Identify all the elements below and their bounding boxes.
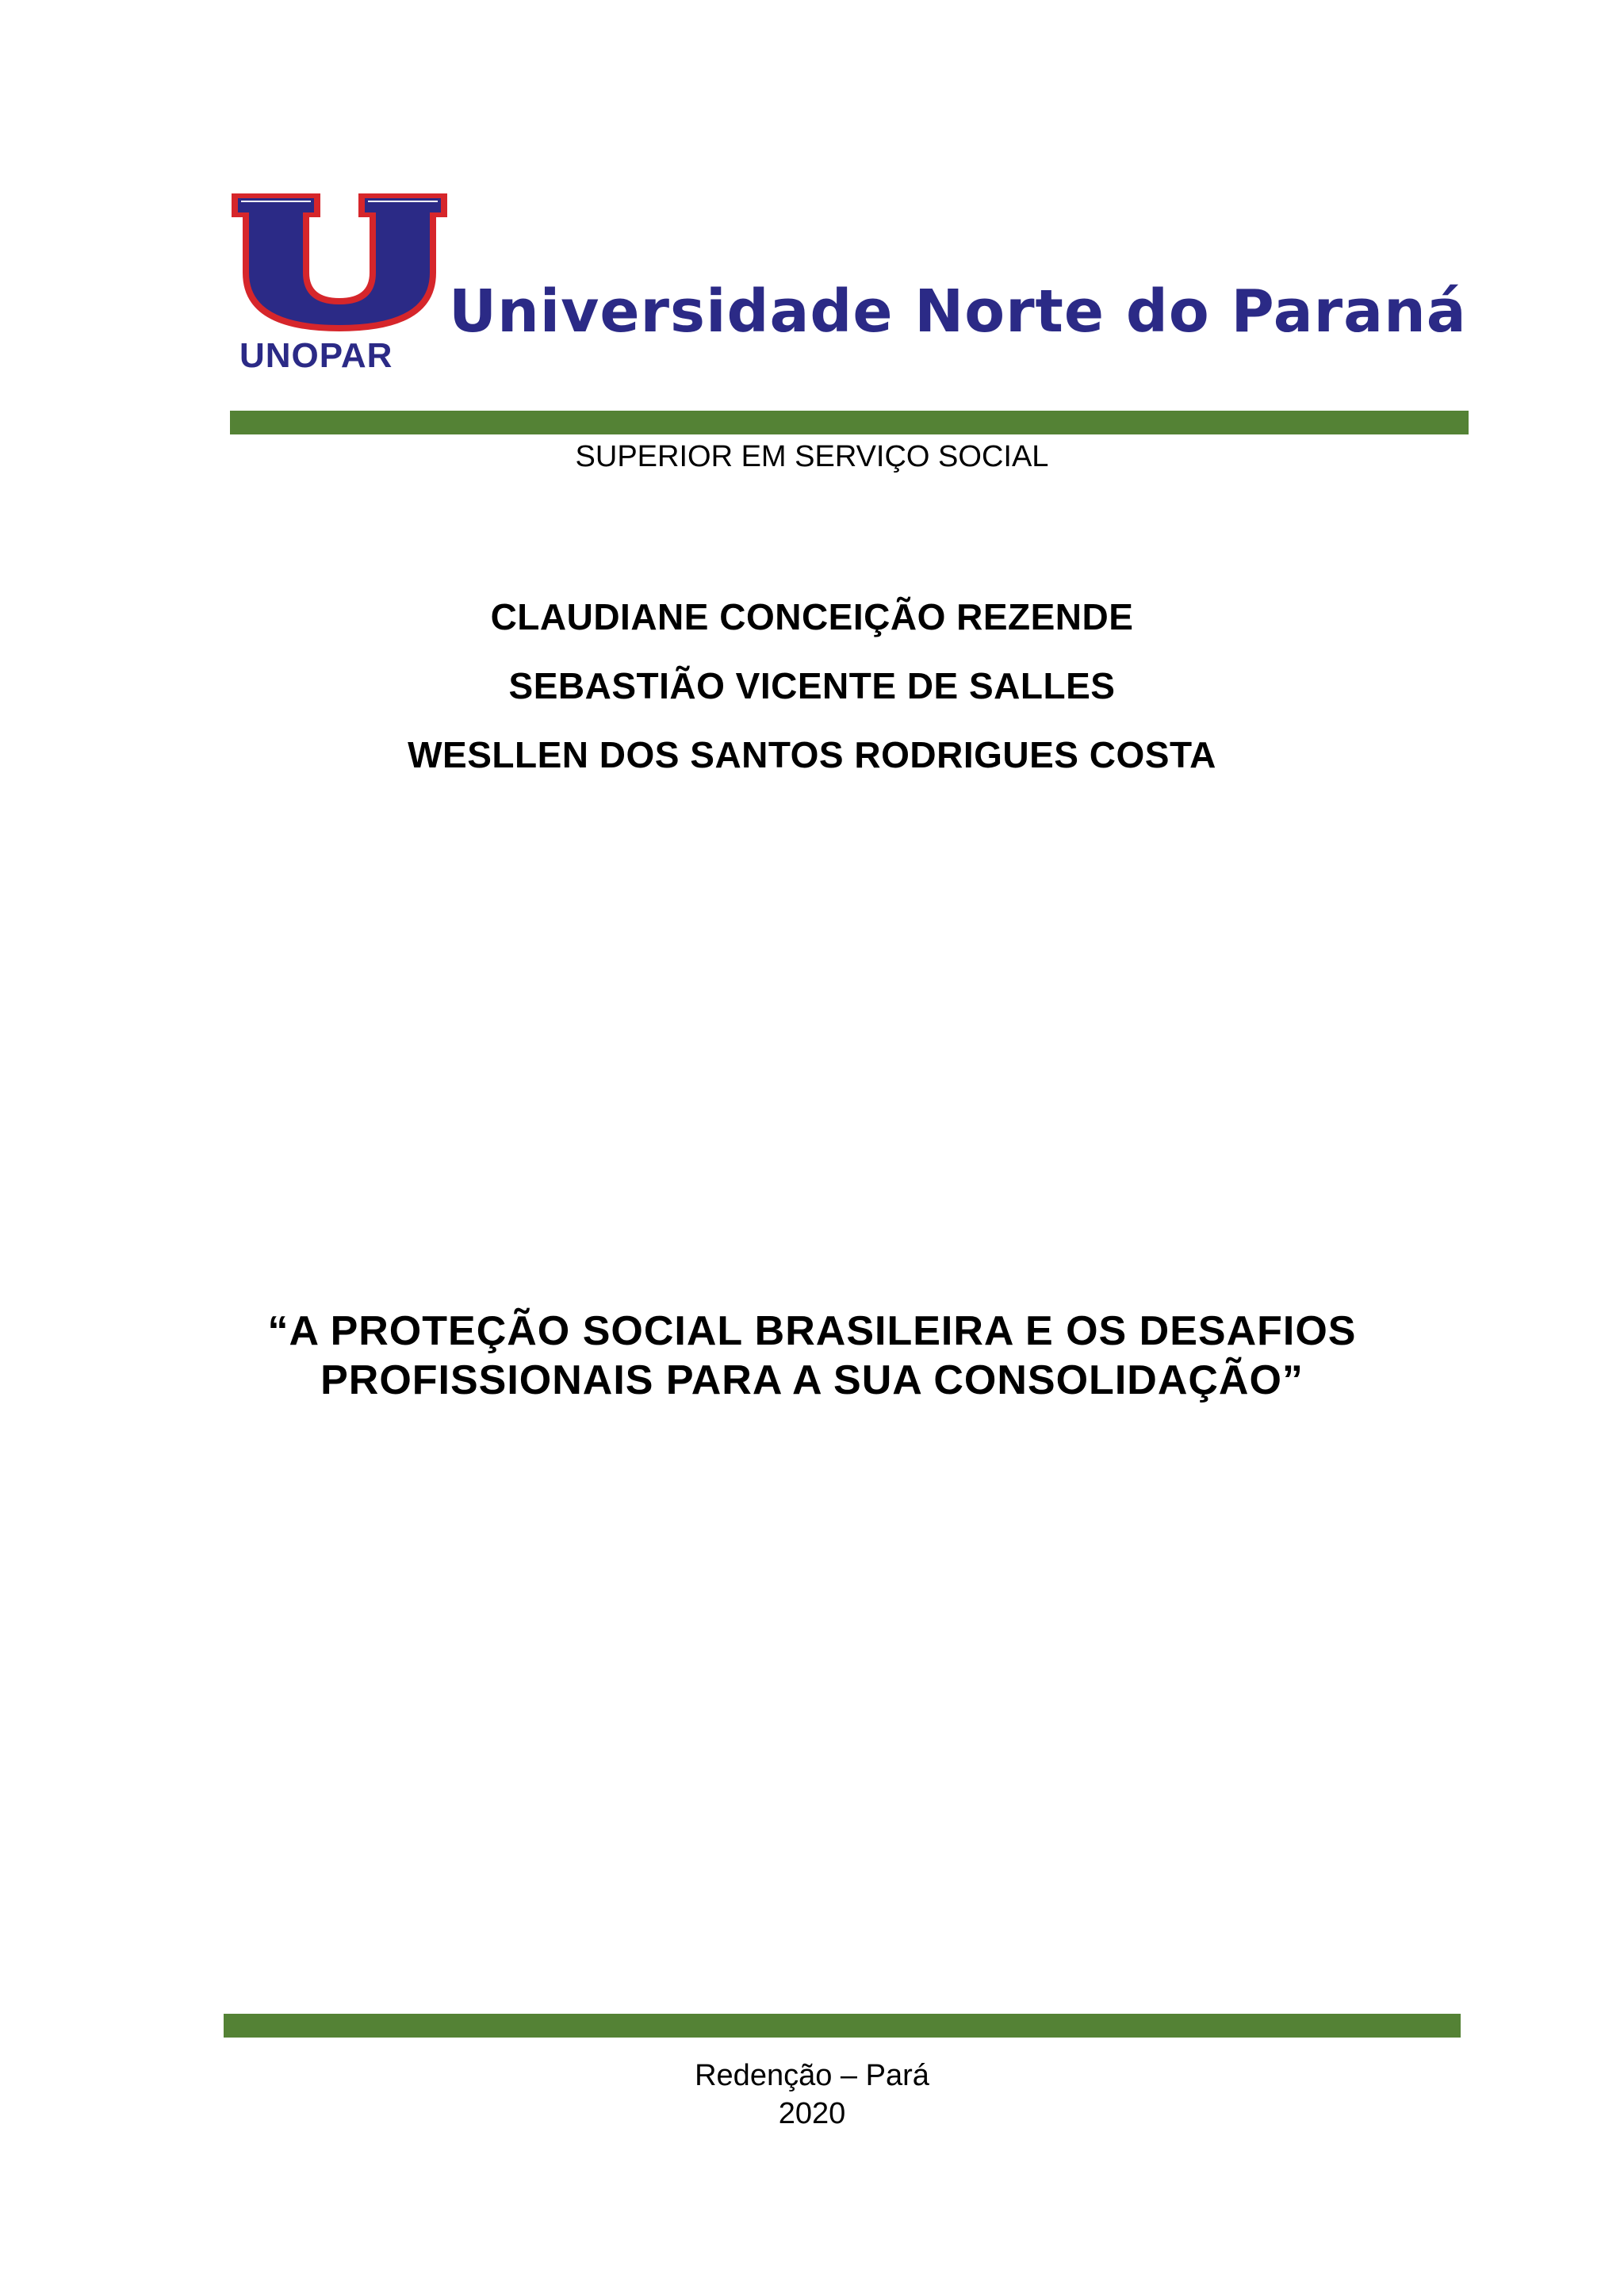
title-line-1: “A PROTEÇÃO SOCIAL BRASILEIRA E OS DESAFIOS — [267, 1308, 1357, 1354]
location: Redenção – Pará — [695, 2059, 929, 2092]
year: 2020 — [778, 2097, 846, 2130]
title-line-2: PROFISSIONAIS PARA A SUA CONSOLIDAÇÃO” — [320, 1357, 1304, 1403]
university-logo — [228, 190, 1465, 381]
author-name: WESLLEN DOS SANTOS RODRIGUES COSTA — [408, 734, 1216, 775]
logo-text: UNOPAR — [239, 336, 393, 375]
footer — [0, 2057, 1624, 2133]
author-name: CLAUDIANE CONCEIÇÃO REZENDE — [490, 596, 1134, 637]
author-name: SEBASTIÃO VICENTE DE SALLES — [508, 665, 1116, 706]
document-title — [0, 1307, 1624, 1405]
university-name: Universidade Norte do Paraná — [449, 277, 1467, 346]
bottom-divider — [224, 2014, 1461, 2038]
course-name: SUPERIOR EM SERVIÇO SOCIAL — [575, 440, 1049, 473]
author-list — [0, 583, 1624, 790]
unopar-u-logo-icon — [228, 190, 450, 333]
top-divider — [230, 411, 1469, 434]
